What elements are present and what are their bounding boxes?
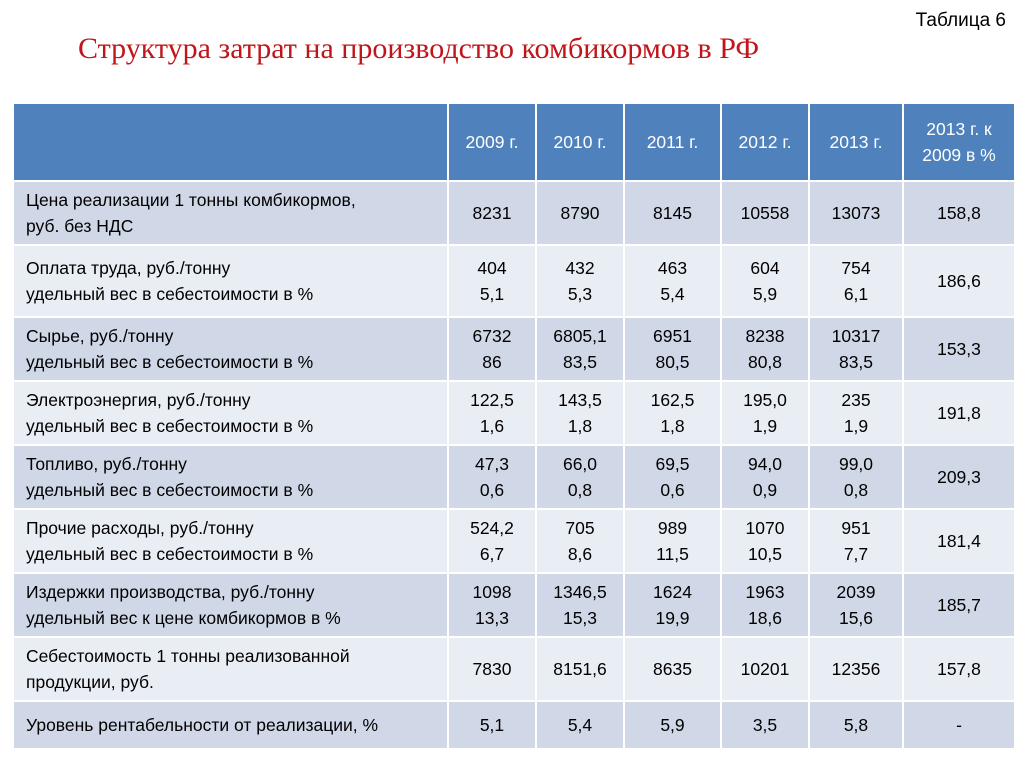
value-cell: 66,0 0,8 [536, 445, 624, 509]
value-cell: 432 5,3 [536, 245, 624, 317]
value-cell: 6951 80,5 [624, 317, 721, 381]
value-cell: 8151,6 [536, 637, 624, 701]
value-cell: 404 5,1 [448, 245, 536, 317]
table-header-row [13, 103, 1015, 181]
value-cell: 181,4 [903, 509, 1015, 573]
header-cell: 2010 г. [536, 103, 624, 181]
value-cell: 185,7 [903, 573, 1015, 637]
value-cell: - [903, 701, 1015, 749]
value-cell: 1624 19,9 [624, 573, 721, 637]
value-cell: 8790 [536, 181, 624, 245]
value-cell: 463 5,4 [624, 245, 721, 317]
table-row [13, 317, 1015, 381]
table-row [13, 445, 1015, 509]
row-label-cell: Топливо, руб./тонну удельный вес в себестоимости в % [13, 445, 448, 509]
table-number-label: Таблица 6 [915, 10, 1006, 31]
value-cell: 13073 [809, 181, 903, 245]
value-cell: 10558 [721, 181, 809, 245]
value-cell: 8231 [448, 181, 536, 245]
table-row [13, 637, 1015, 701]
value-cell: 209,3 [903, 445, 1015, 509]
value-cell: 47,3 0,6 [448, 445, 536, 509]
value-cell: 191,8 [903, 381, 1015, 445]
value-cell: 12356 [809, 637, 903, 701]
cost-structure-table [12, 102, 1016, 750]
row-label-cell: Электроэнергия, руб./тонну удельный вес в себестоимости в % [13, 381, 448, 445]
header-cell: 2012 г. [721, 103, 809, 181]
value-cell: 158,8 [903, 181, 1015, 245]
value-cell: 235 1,9 [809, 381, 903, 445]
table-row [13, 573, 1015, 637]
value-cell: 604 5,9 [721, 245, 809, 317]
value-cell: 5,9 [624, 701, 721, 749]
header-cell-empty [13, 103, 448, 181]
value-cell: 7830 [448, 637, 536, 701]
value-cell: 754 6,1 [809, 245, 903, 317]
value-cell: 10201 [721, 637, 809, 701]
row-label-cell: Себестоимость 1 тонны реализованной продукции, руб. [13, 637, 448, 701]
table-row [13, 381, 1015, 445]
header-cell: 2013 г. [809, 103, 903, 181]
value-cell: 705 8,6 [536, 509, 624, 573]
row-label-cell: Цена реализации 1 тонны комбикормов, руб. без НДС [13, 181, 448, 245]
value-cell: 1070 10,5 [721, 509, 809, 573]
page-title: Структура затрат на производство комбикормов в РФ [78, 32, 760, 65]
value-cell: 2039 15,6 [809, 573, 903, 637]
table-row [13, 245, 1015, 317]
value-cell: 8238 80,8 [721, 317, 809, 381]
value-cell: 5,8 [809, 701, 903, 749]
value-cell: 153,3 [903, 317, 1015, 381]
value-cell: 951 7,7 [809, 509, 903, 573]
value-cell: 1098 13,3 [448, 573, 536, 637]
value-cell: 143,5 1,8 [536, 381, 624, 445]
header-cell: 2013 г. к 2009 в % [903, 103, 1015, 181]
value-cell: 99,0 0,8 [809, 445, 903, 509]
value-cell: 5,1 [448, 701, 536, 749]
value-cell: 186,6 [903, 245, 1015, 317]
value-cell: 195,0 1,9 [721, 381, 809, 445]
row-label-cell: Уровень рентабельности от реализации, % [13, 701, 448, 749]
value-cell: 157,8 [903, 637, 1015, 701]
value-cell: 8145 [624, 181, 721, 245]
value-cell: 94,0 0,9 [721, 445, 809, 509]
row-label-cell: Издержки производства, руб./тонну удельный вес к цене комбикормов в % [13, 573, 448, 637]
row-label-cell: Сырье, руб./тонну удельный вес в себестоимости в % [13, 317, 448, 381]
value-cell: 1963 18,6 [721, 573, 809, 637]
value-cell: 122,5 1,6 [448, 381, 536, 445]
value-cell: 5,4 [536, 701, 624, 749]
row-label-cell: Оплата труда, руб./тонну удельный вес в себестоимости в % [13, 245, 448, 317]
header-cell: 2009 г. [448, 103, 536, 181]
table-row [13, 509, 1015, 573]
value-cell: 69,5 0,6 [624, 445, 721, 509]
row-label-cell: Прочие расходы, руб./тонну удельный вес в себестоимости в % [13, 509, 448, 573]
value-cell: 10317 83,5 [809, 317, 903, 381]
value-cell: 6732 86 [448, 317, 536, 381]
table-body [13, 181, 1015, 749]
table-row [13, 181, 1015, 245]
value-cell: 162,5 1,8 [624, 381, 721, 445]
value-cell: 3,5 [721, 701, 809, 749]
header-cell: 2011 г. [624, 103, 721, 181]
value-cell: 524,2 6,7 [448, 509, 536, 573]
value-cell: 1346,5 15,3 [536, 573, 624, 637]
value-cell: 989 11,5 [624, 509, 721, 573]
value-cell: 8635 [624, 637, 721, 701]
table-row [13, 701, 1015, 749]
value-cell: 6805,1 83,5 [536, 317, 624, 381]
